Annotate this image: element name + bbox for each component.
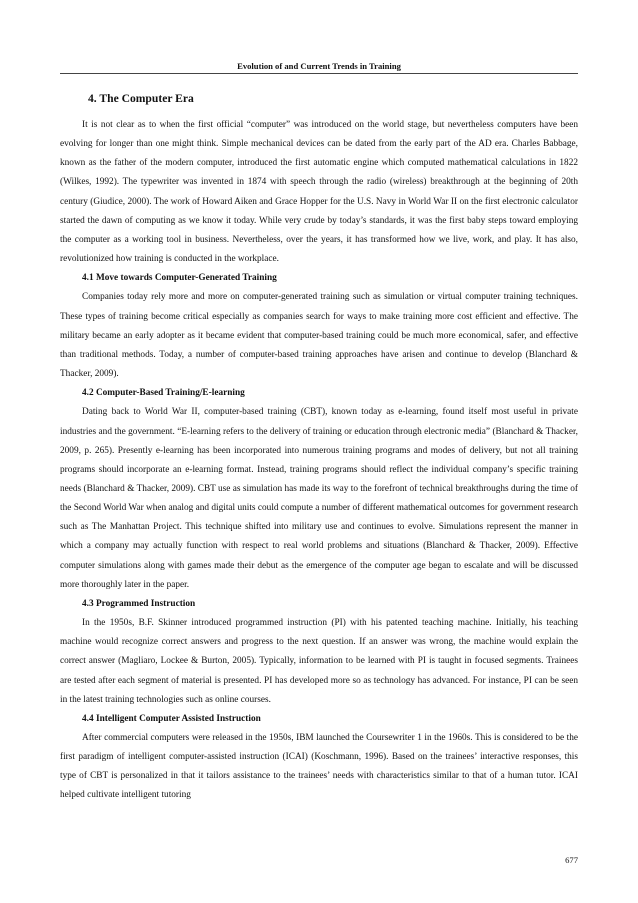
section-title: 4. The Computer Era bbox=[88, 92, 194, 105]
subsection-heading-4-1: 4.1 Move towards Computer-Generated Training bbox=[82, 273, 277, 284]
paragraph-4-2: Dating back to World War II, computer-based training (CBT), known today as e-learning, found itself most useful in private industries and the government. “E-learning refers to the delivery of training or education through electronic media” (Blanchard & Thacker, 2009, p. 265). Presently e-learning has been incorporated into numerous training programs and modes of delivery, but not all training programs should incorporate an e-learning format. Instead, training programs should reflect the individual company’s specific training needs (Blanchard & Thacker, 2009). CBT use as simulation has made its way to the forefront of technical breakthroughs during the time of the Second World War when analog and digital units could compute a number of different mathematical outcomes for government research such as The Manhattan Project. This technique shifted into military use and continues to evolve. Simulations represent the manner in which a company may actually function with respect to real world problems and situations (Blanchard & Thacker, 2009). Effective computer simulations along with games made their debut as the emergence of the computer age began to escalate and will be discussed more thoroughly later in the paper. bbox=[60, 407, 578, 590]
paragraph-4-4: After commercial computers were released in the 1950s, IBM launched the Coursewriter 1 in the 1960s. This is considered to be the first paradigm of intelligent computer-assisted instruction (ICAI) (Koschmann, 1996). Based on the trainees’ interactive responses, this type of CBT is personalized in that it tailors assistance to the trainees’ needs with characteristics similar to that of a human tutor. ICAI helped cultivate intelligent tutoring bbox=[60, 733, 578, 801]
subsection-heading-4-3: 4.3 Programmed Instruction bbox=[82, 598, 196, 609]
paragraph-4-3: In the 1950s, B.F. Skinner introduced programmed instruction (PI) with his patented teaching machine. Initially, his teaching machine would recognize correct answers and progress to the next question. If an answer was wrong, the machine would explain the correct answer (Magliaro, Lockee & Burton, 2005). Typically, information to be learned with PI is taught in focused segments. Trainees are tested after each segment of material is presented. PI has developed more so as technology has advanced. For instance, PI can be seen in the latest training technologies such as online courses. bbox=[60, 618, 578, 705]
body-text bbox=[60, 116, 578, 806]
header-rule bbox=[60, 73, 578, 74]
page-number: 677 bbox=[565, 855, 578, 865]
subsection-heading-4-4: 4.4 Intelligent Computer Assisted Instruction bbox=[82, 713, 261, 724]
paragraph-intro: It is not clear as to when the first official “computer” was introduced on the world stage, but nevertheless computers have been evolving for longer than one might think. Simple mechanical devices can be dated from the early part of the AD era. Charles Babbage, known as the father of the modern computer, introduced the first automatic engine which computed mathematical calculations in 1822 (Wilkes, 1992). The typewriter was invented in 1874 with speech through the radio (wireless) breakthrough at the beginning of 20th century (Giudice, 2000). The work of Howard Aiken and Grace Hopper for the U.S. Navy in World War II on the first electronic calculator started the dawn of computing as we know it today. While very crude by today’s standards, it was the first baby steps toward employing the computer as a working tool in business. Nevertheless, over the years, it has transformed how we live, work, and play. It has also, revolutionized how training is conducted in the workplace. bbox=[60, 120, 578, 265]
running-header: Evolution of and Current Trends in Training bbox=[237, 61, 401, 71]
paragraph-4-1: Companies today rely more and more on computer-generated training such as simulation or virtual computer training techniques. These types of training become critical especially as companies search for ways to make training more cost efficient and effective. The military became an early adopter as it became evident that computer-based training could be much more economical, safer, and effective than traditional methods. Today, a number of computer-based training approaches have arisen and continue to develop (Blanchard & Thacker, 2009). bbox=[60, 292, 578, 380]
subsection-heading-4-2: 4.2 Computer-Based Training/E-learning bbox=[82, 388, 245, 399]
